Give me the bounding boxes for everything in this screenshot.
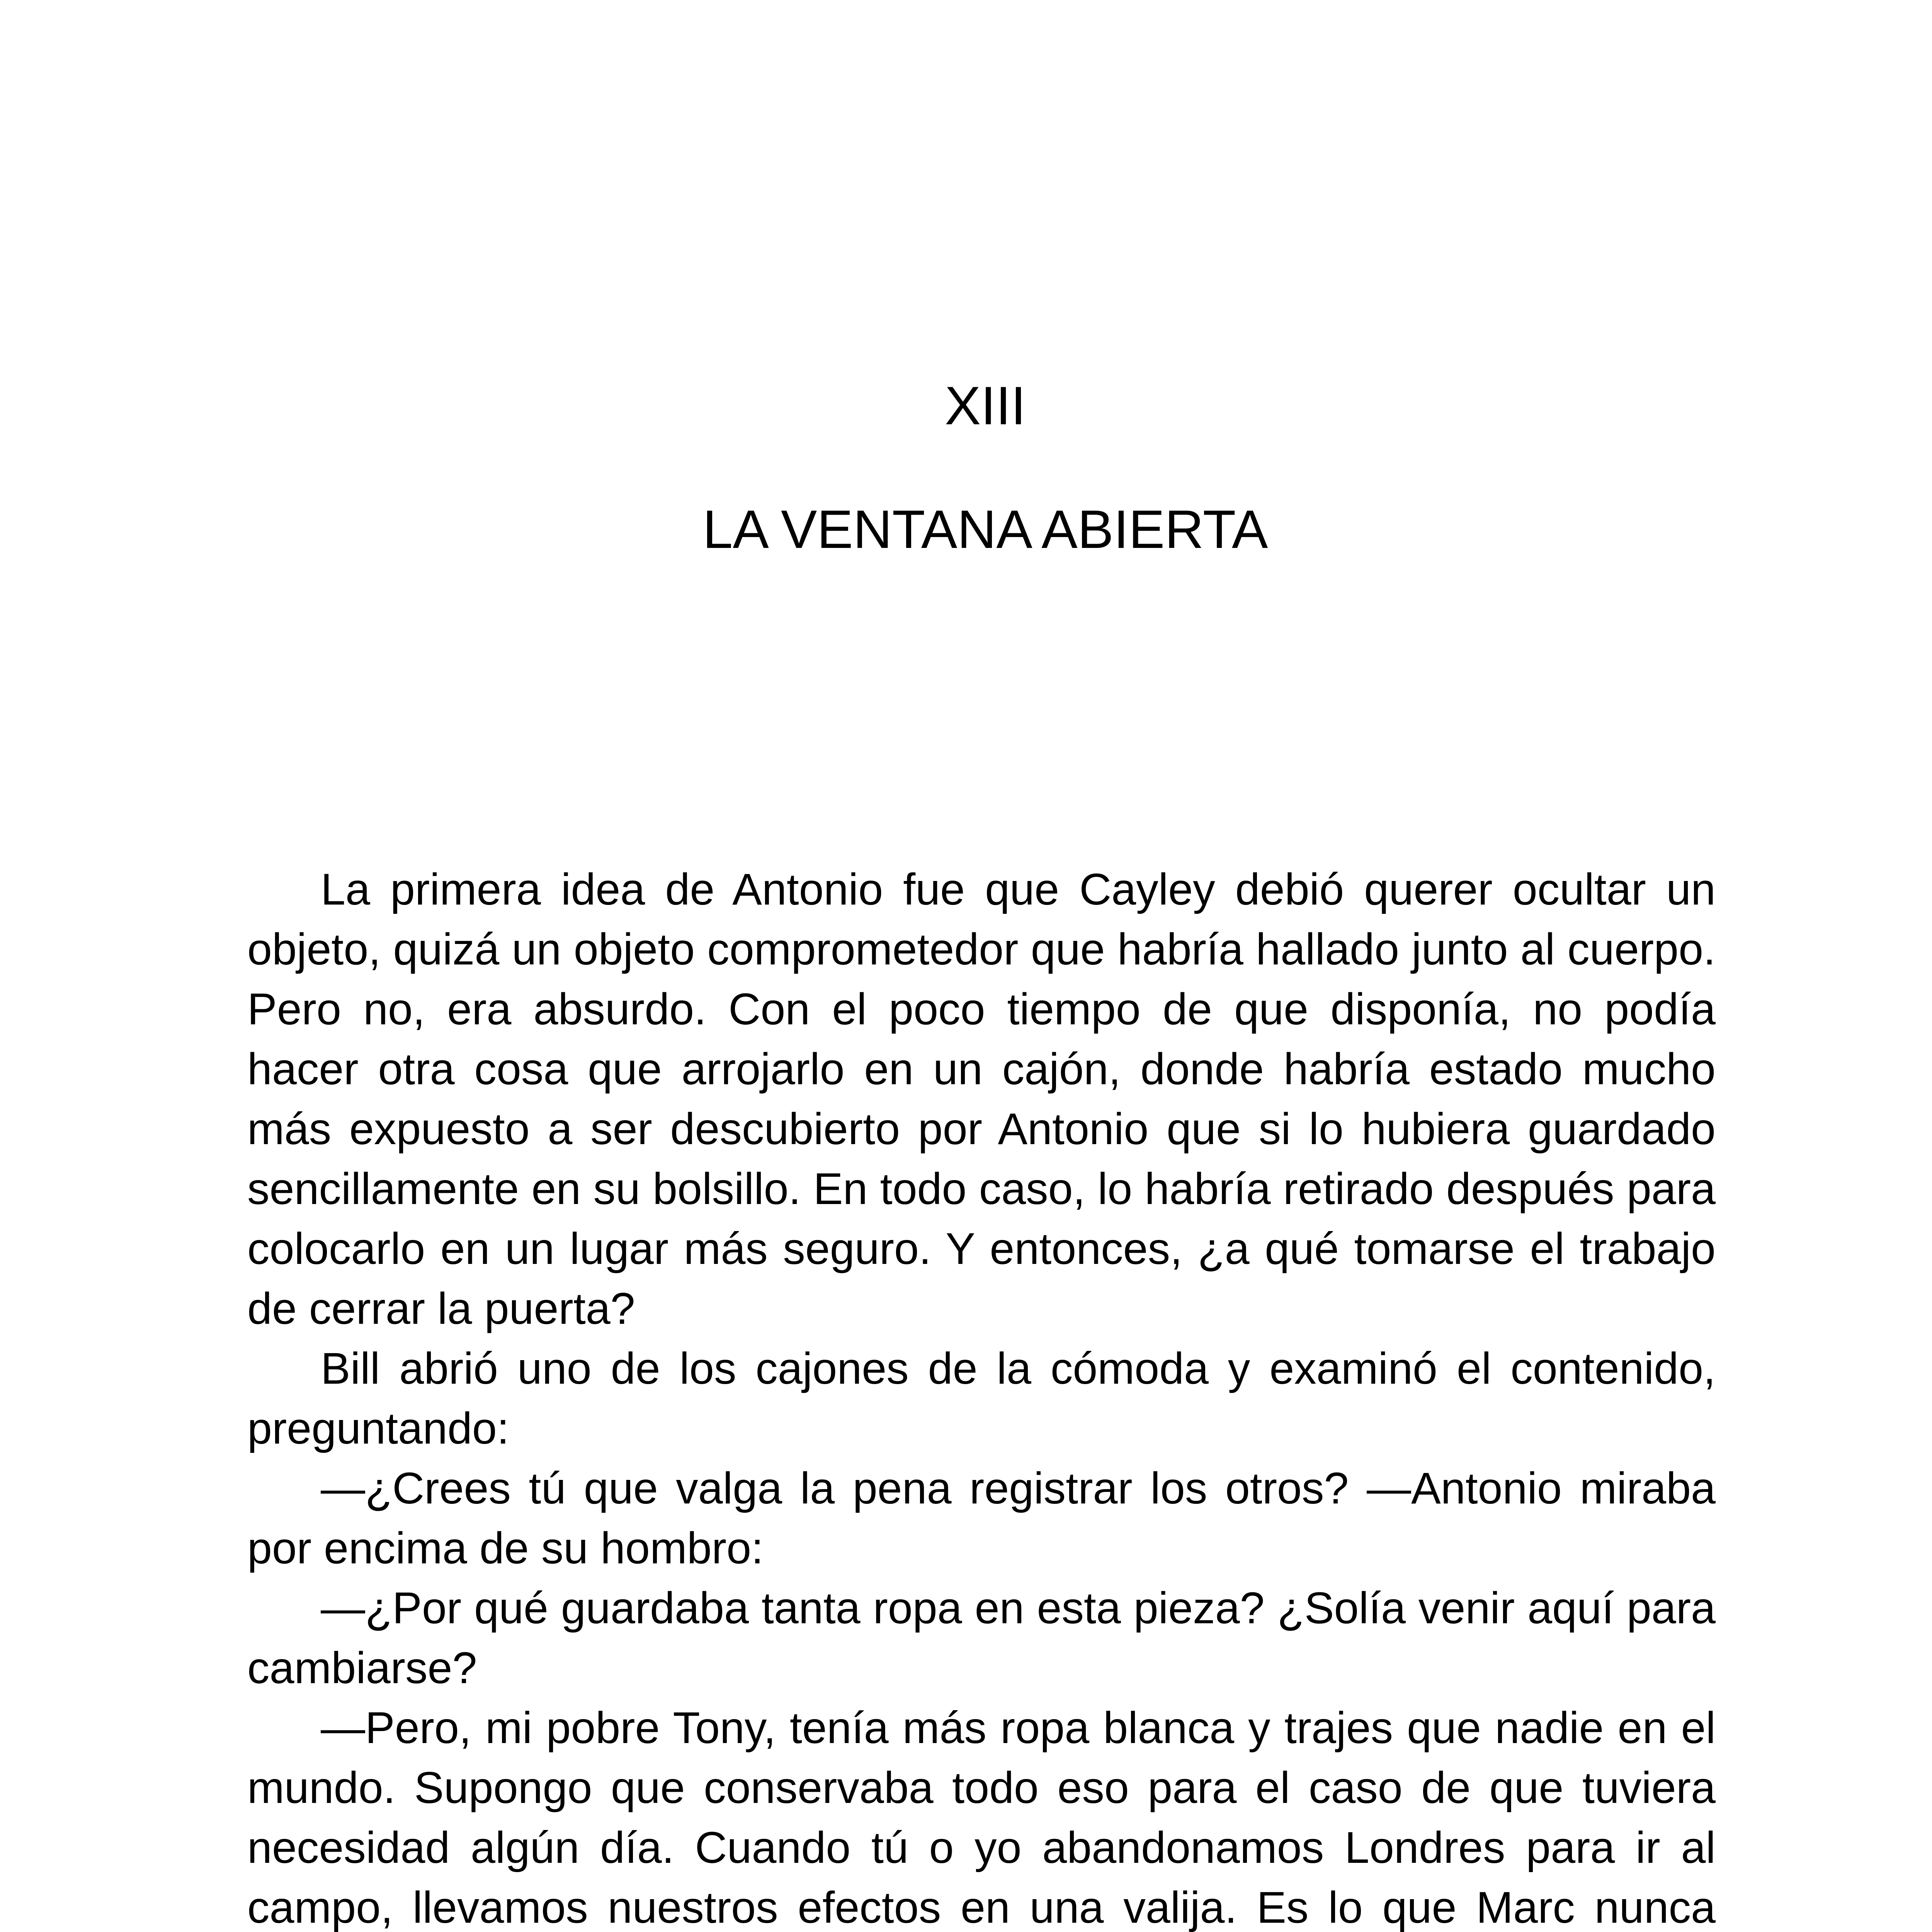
chapter-body bbox=[247, 860, 1716, 1932]
paragraph: —¿Crees tú que valga la pena registrar los otros? —Antonio miraba por encima de su hombro: bbox=[247, 1464, 1716, 1573]
paragraph: —Pero, mi pobre Tony, tenía más ropa blanca y trajes que nadie en el mundo. Supongo que conservaba todo eso para el caso de que tuviera necesidad algún día. Cuando tú o yo abandonamos Londres para ir al campo, llevamos nuestros efectos en una valija. Es lo que Marc nunca bbox=[247, 1703, 1716, 1932]
paragraph: —¿Por qué guardaba tanta ropa en esta pieza? ¿Solía venir aquí para cambiarse? bbox=[247, 1583, 1716, 1693]
chapter-title: LA VENTANA ABIERTA bbox=[702, 499, 1268, 560]
paragraph: La primera idea de Antonio fue que Cayley debió querer ocultar un objeto, quizá un objeto comprometedor que habría hallado junto al cuerpo. Pero no, era absurdo. Con el poco tiempo de que disponía, no podía hacer otra cosa que arrojarlo en un cajón, donde habría estado mucho más expuesto a ser descubierto por Antonio que si lo hubiera guardado sencillamente en su bolsillo. En todo caso, lo habría retirado después para colocarlo en un lugar más seguro. Y entonces, ¿a qué tomarse el trabajo de cerrar la puerta? bbox=[247, 865, 1716, 1333]
chapter-number: XIII bbox=[944, 375, 1026, 436]
paragraph: Bill abrió uno de los cajones de la cómoda y examinó el contenido, preguntando: bbox=[247, 1344, 1716, 1453]
